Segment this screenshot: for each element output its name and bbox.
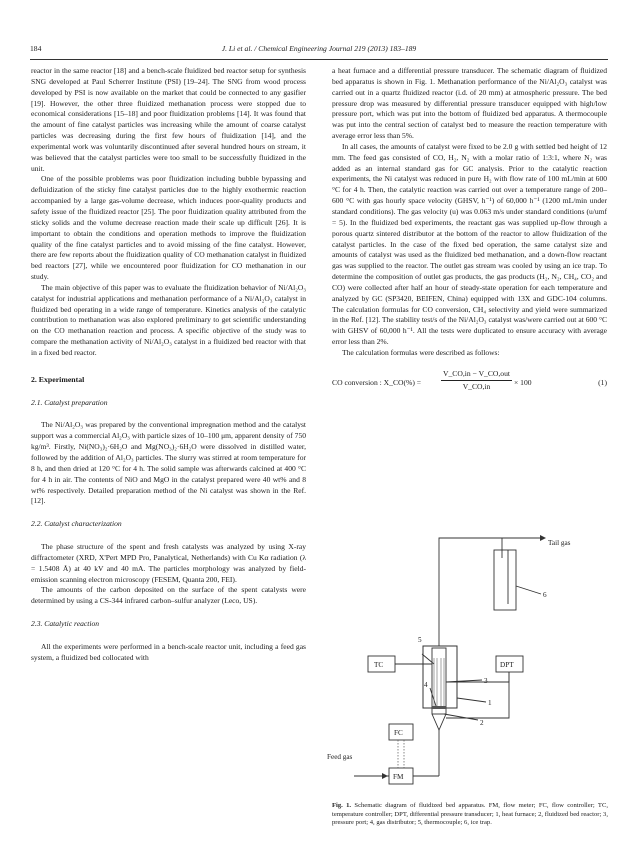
- label-4-gas-distributor: 4: [424, 681, 428, 689]
- caption-label: Fig. 1.: [332, 802, 352, 809]
- header-rule: [30, 59, 608, 60]
- left-column: [31, 66, 306, 664]
- label-6-ice-trap: 6: [543, 591, 547, 599]
- left-paragraph-3: The main objective of this paper was to evaluate the fluidization behavior of Ni/Al₂O₃ catalyst for industrial applications and methanation performance of a Ni/Al₂O₃ catalyst in fluidized bed operating in a wide range of temperature. Kinetics analysis of the catalytic contribution to methanation was also explored preliminary to get scientific understanding on the CO methanation reaction and process. A specific objective of the study was to compare the methanation activity of Ni/Al₂O₃ catalyst in a fluidized bed reactor with that in a fixed bed reactor.: [31, 282, 306, 357]
- caption-text: Schematic diagram of fluidized bed apparatus. FM, flow meter; FC, flow controller; TC, temperature controller; DPT, differential pressure transducer; 1, heat furnace; 2, fluidized bed reactor; 3, pressure port; 4, gas distributor; 5, thermocouple; 6, ice trap.: [332, 802, 608, 827]
- fm-label: FM: [393, 773, 404, 781]
- subsection-catalyst-preparation: 2.1. Catalyst preparation: [31, 397, 108, 407]
- equation-fraction: [441, 369, 512, 393]
- right-paragraph-1: a heat furnace and a differential pressure transducer. The schematic diagram of fluidized bed apparatus is shown in Fig. 1. Methanation performance of the Ni/Al₂O₃ catalyst was carried out in a quartz fluidized reactor (i.d. of 20 mm) at atmospheric pressure. The bed pressure drop was measured by differential pressure transducer equipped with high/low pressure port, which was put into the bottom of fluidized bed apparatus. A thermocouple was put into the central section of catalyst bed to measure the reaction temperature with average error less than 5%.: [332, 66, 607, 141]
- right-column: [332, 66, 607, 405]
- page-number: 184: [30, 44, 42, 53]
- dpt-label: DPT: [500, 661, 514, 669]
- equation-numerator: V_CO,in − V_CO,out: [441, 369, 512, 381]
- ice-trap-leader: [516, 586, 541, 594]
- equation-number: (1): [598, 377, 607, 387]
- left-paragraph-5: The phase structure of the spent and fresh catalysts was analyzed by using X-ray diffractometer (XRD, X'Pert MPD Pro, Panalytical, Netherlands) with Cu Kα radiation (λ = 1.5408 Å) at 40 kV and 40 mA. The particles morphology was analyzed by field-emission scanning electron microscopy (FESEM, Quanta 200, FEI).: [31, 542, 306, 584]
- furnace-leader: [457, 698, 486, 702]
- subsection-catalytic-reaction: 2.3. Catalytic reaction: [31, 619, 100, 629]
- tail-gas-arrow: [540, 535, 546, 541]
- running-title: J. Li et al. / Chemical Engineering Journal 219 (2013) 183–189: [221, 44, 417, 53]
- left-paragraph-4: The Ni/Al₂O₃ was prepared by the conventional impregnation method and the catalyst support was a commercial Al₂O₃ with particle sizes of 10–100 μm, apparent density of 750 kg/m³. Firstly, Ni(NO₃)₂·6H₂O and Mg(NO₃)₂·6H₂O were dissolved in distilled water, followed by the addition of Al₂O₃ particles. The slurry was stirred at room temperature for 8 h, and then dried at 120 °C for 4 h. The solid sample was afterwards calcined at 400 °C for 4 h in air. The contents of NiO and MgO in the catalyst prepared were 40 wt% and 8 wt% respectively. Detailed preparation method of the Ni catalyst was shown in the Ref. [12].: [31, 420, 306, 506]
- left-paragraph-7: All the experiments were performed in a bench-scale reactor unit, including a feed gas system, a fluidized bed collocated with: [31, 641, 306, 662]
- subsection-catalyst-characterization: 2.2. Catalyst characterization: [31, 519, 122, 529]
- feed-gas-label: Feed gas: [327, 753, 353, 761]
- label-5-thermocouple: 5: [418, 636, 422, 644]
- equation-denominator: V_CO,in: [462, 381, 491, 391]
- reactor-cone: [432, 714, 446, 730]
- fc-label: FC: [394, 729, 403, 737]
- gas-distributor-plate: [432, 706, 446, 709]
- left-paragraph-2: One of the possible problems was poor fluidization including bubble bypassing and defluidization of the sticky fine catalyst particles due to the highly exothermic reaction accompanied by a large gas-volume decrease, which induces poor-quality products and safety issue of the fluidized reactor [25]. The poor fluidization quality attributed from the sticky solids and the volume decrease reaction made their scale up difficult [26]. It is important to obtain the conditions and operation methods to improve the fluidization quality of the fine catalyst particles and to avoid missing of the fine catalyst. However, there are few reports about the fluidization quality of CO methanation catalyst in fluidized bed reactors [27], while we encountered poor fluidization for CO methanation in our study.: [31, 174, 306, 282]
- page-header: [30, 44, 608, 58]
- heat-furnace: [423, 646, 457, 708]
- distributor-leader: [430, 688, 436, 706]
- apparatus-schematic: [326, 530, 608, 800]
- figure-1-caption: [332, 802, 608, 828]
- dpt-port-line-lower: [446, 672, 509, 718]
- ice-trap-vessel: [494, 550, 516, 610]
- tail-gas-label: Tail gas: [548, 539, 571, 547]
- right-paragraph-2: In all cases, the amounts of catalyst were fixed to be 2.0 g with settled bed height of 12 mm. The feed gas consisted of CO, H₂, N₂ with a molar ratio of 1:3:1, where N₂ was added as an internal standard gas for GC analysis. Prior to the catalytic reaction experiments, the Ni catalyst was reduced in pure H₂ with flow rate of 100 mL/min at 600 °C for 4 h. Then, the catalytic reaction was carried out over a temperature range of 200–600 °C with gas hourly space velocity (GHSV, h⁻¹) of 60,000 h⁻¹ (1200 mL/min under standard conditions). The gas velocity (u) was 0.063 m/s under standard conditions (u/umf = 5). In the fluidized bed experiments, the reactant gas was supplied up-flow through a porous quartz sintered distributor at the bottom of the reactor to allow fluidization of the catalyst particles. In the case of the fixed bed operation, the same catalyst size and amounts of catalyst was used as the fluidized bed methanation, and a down-flow reactant gas was supplied to the reactor. The outlet gas stream was cooled by using an ice trap. To determine the composition of outlet gas products, the gas products (H₂, N₂, CH₄, CO₂ and CO) were collected after half an hour of steady-state operation for each temperature and analyzed by GC (SP3420, BEIFEN, China) equipped with 13X and GDC-104 columns. The calculation formulas for CO conversion, CH₄ selectivity and yield were summarized in the Ref. [12]. The stability test/s of the Ni/Al₂O₃ catalyst was/were carried out at 600 °C with GHSV of 60,000 h⁻¹. All the tests were duplicated to ensure accuracy with average error less than 2%.: [332, 141, 607, 347]
- right-paragraph-3: The calculation formulas were described as follows:: [342, 347, 500, 357]
- figure-1-apparatus-diagram: [326, 530, 608, 800]
- tc-label: TC: [374, 661, 384, 669]
- equation-co-conversion: [332, 369, 607, 399]
- equation-lhs: CO conversion : X_CO(%) =: [332, 377, 422, 387]
- equation-multiplier: × 100: [514, 377, 532, 387]
- feed-gas-arrow: [382, 773, 388, 779]
- label-2-reactor: 2: [480, 719, 484, 727]
- tail-gas-pipe: [439, 538, 502, 646]
- left-paragraph-6: The amounts of the carbon deposited on the surface of the spent catalysts were determined by using a CS-344 infrared carbon–sulfur analyzer (Leco, US).: [31, 585, 306, 606]
- label-3-pressure-port: 3: [484, 677, 488, 685]
- label-1-heat-furnace: 1: [488, 699, 492, 707]
- reactor-leader: [444, 714, 478, 720]
- section-heading-experimental: 2. Experimental: [31, 374, 85, 384]
- left-paragraph-1: reactor in the same reactor [18] and a bench-scale fluidized bed reactor setup for synthesis SNG developed at Paul Scherrer Institute (PSI) [19–24]. The SNG from wood process developed by PSI is now available on the market that could be connected to any gasifier [19]. However, the other three fluidized methanation process were stopped due to economical considerations [15–18] and poor fluidization problems [14]. It was found that the amount of fine catalyst particles was increasing while the amount of coarse catalyst particles was decreasing during the first few hours of fluidization [14], and the experimental work was voluntarily discontinued after several hundred hours on stream, it was believed that the catalyst particles were too small to be successfully fluidized in the unit.: [31, 66, 306, 173]
